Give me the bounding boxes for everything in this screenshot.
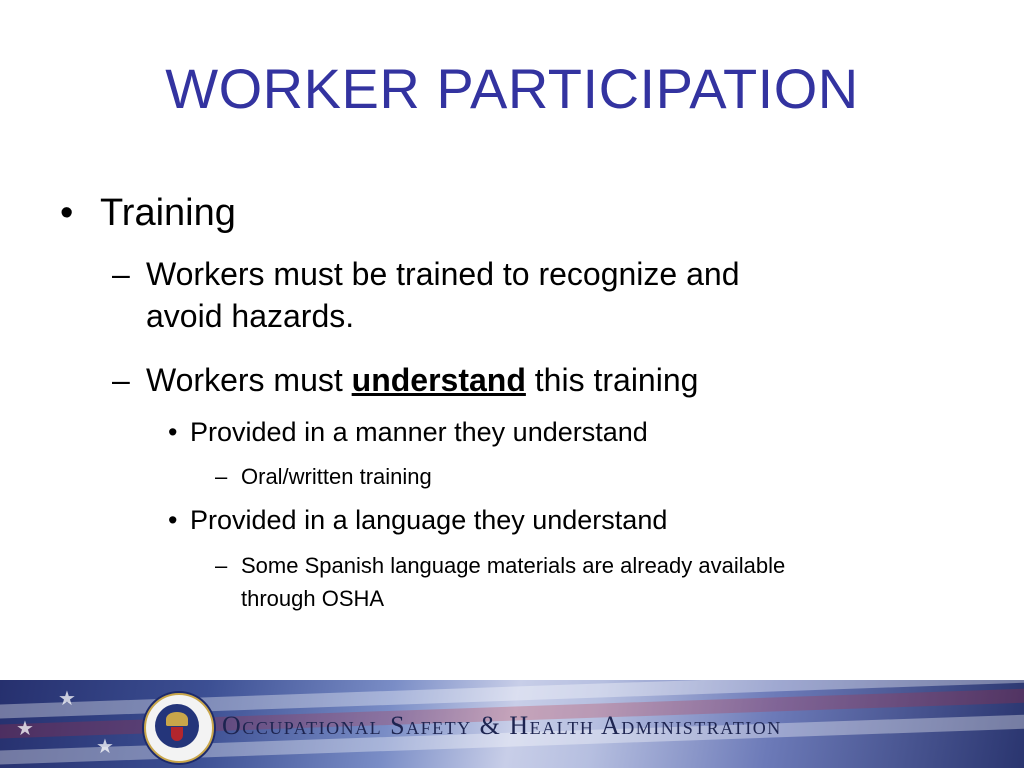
bullet-text: Training	[100, 192, 236, 234]
sub-bullet-understand	[112, 360, 698, 402]
dash-marker: –	[215, 464, 228, 489]
detail-line-1: Some Spanish language materials are already available	[241, 553, 786, 578]
sub-bullet-line-1: Workers must be trained to recognize and	[146, 256, 740, 292]
detail-line-2: through OSHA	[241, 586, 385, 611]
sub-bullet-recognize	[112, 254, 739, 337]
point-manner	[168, 417, 648, 448]
bullet-marker: •	[168, 505, 178, 535]
dash-marker: –	[112, 256, 130, 292]
emphasized-word: understand	[351, 362, 526, 398]
point-text: Provided in a language they understand	[190, 505, 668, 535]
star-icon: ★	[16, 718, 34, 740]
sub-bullet-text-before: Workers must	[146, 362, 352, 398]
dol-seal-icon	[144, 693, 214, 763]
dash-marker: –	[112, 362, 130, 398]
seal-center	[155, 704, 199, 748]
bullet-marker: •	[168, 417, 178, 447]
bullet-training	[60, 192, 236, 235]
detail-text: Oral/written training	[241, 464, 432, 489]
bullet-marker: •	[60, 192, 74, 234]
eagle-icon	[166, 712, 188, 726]
dash-marker: –	[215, 553, 228, 578]
slide-title: WORKER PARTICIPATION	[165, 57, 859, 120]
point-text: Provided in a manner they understand	[190, 417, 648, 447]
sub-bullet-line-2: avoid hazards.	[146, 297, 355, 334]
agency-name: Occupational Safety & Health Administration	[222, 711, 782, 740]
shield-icon	[171, 727, 183, 741]
star-icon: ★	[96, 736, 114, 758]
sub-bullet-text-after: this training	[525, 362, 699, 398]
detail-oral-written	[215, 460, 432, 493]
point-language	[168, 505, 667, 536]
star-icon: ★	[58, 688, 76, 710]
detail-spanish-materials	[215, 549, 785, 615]
